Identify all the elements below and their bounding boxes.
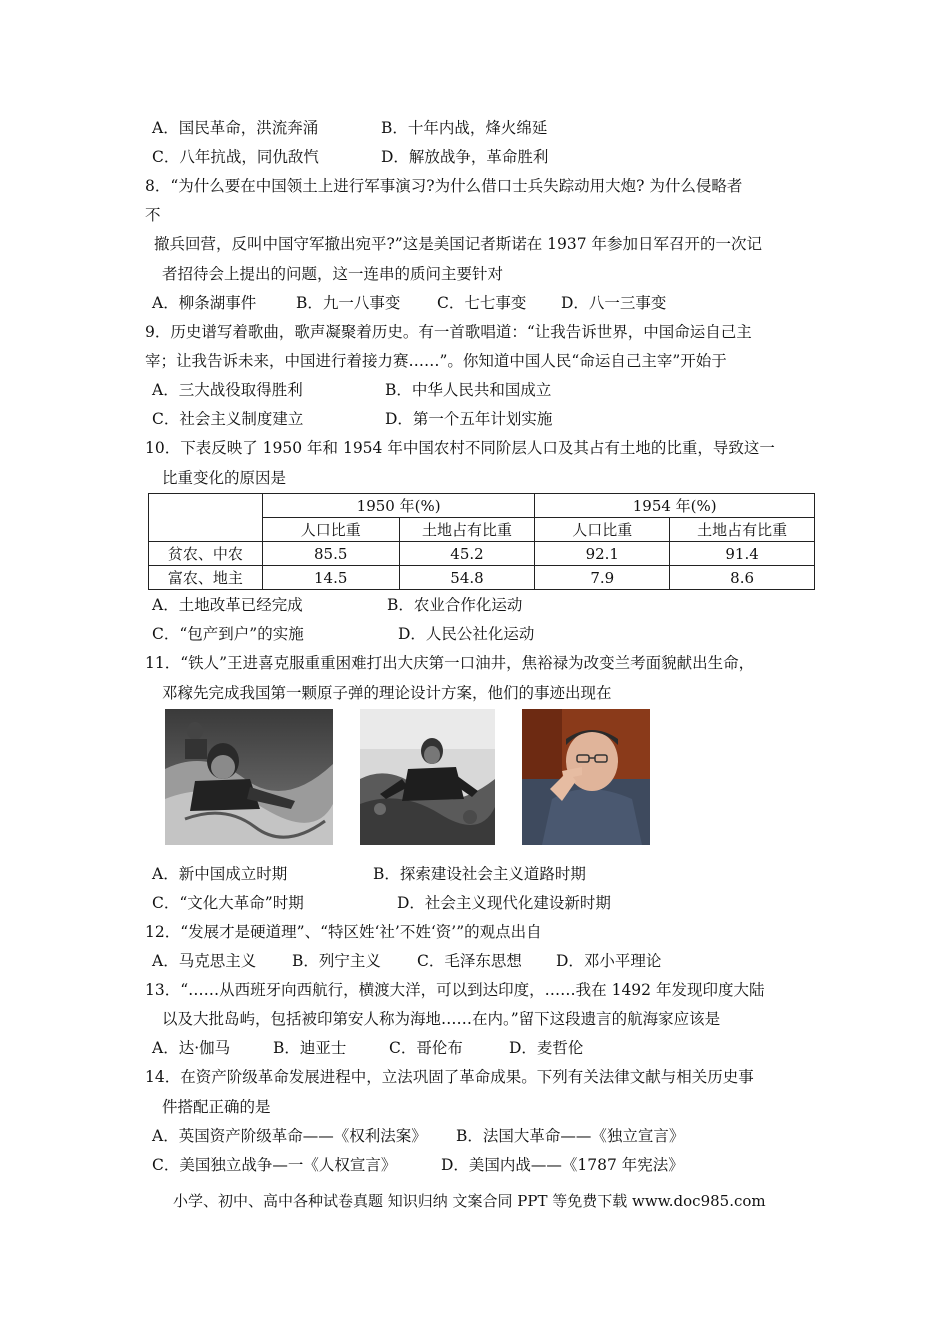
table-cell: 91.4 — [670, 542, 815, 566]
q12-option-d: D．邓小平理论 — [556, 952, 662, 970]
q7-option-a: A．国民革命，洪流奔涌 — [152, 119, 319, 137]
q7-option-d: D．解放战争，革命胜利 — [381, 148, 549, 166]
table-cell: 7.9 — [535, 566, 670, 590]
q14-option-d: D．美国内战——《1787 年宪法》 — [441, 1156, 684, 1174]
q11-option-c: C．“文化大革命”时期 — [152, 894, 304, 912]
q13-option-a: A．达·伽马 — [152, 1039, 231, 1057]
table-cell: 14.5 — [262, 566, 399, 590]
q8-stem-line1: 8．“为什么要在中国领土上进行军事演习?为什么借口士兵失踪动用大炮? 为什么侵略者 — [145, 177, 743, 195]
q10-option-a: A．土地改革已经完成 — [152, 596, 303, 614]
q13-option-d: D．麦哲伦 — [509, 1039, 584, 1057]
land-ratio-table — [148, 493, 815, 590]
q13-option-b: B．迪亚士 — [273, 1039, 347, 1057]
row-label: 富农、地主 — [149, 566, 263, 590]
q11-option-a: A．新中国成立时期 — [152, 865, 288, 883]
q12-option-b: B．列宁主义 — [292, 952, 381, 970]
q13-stem-line1: 13．“……从西班牙向西航行，横渡大洋，可以到达印度，……我在 1492 年发现印度大陆 — [145, 981, 765, 999]
q8-stem-line2: 撤兵回营，反叫中国守军撤出宛平?”这是美国记者斯诺在 1937 年参加日军召开的一次记 — [154, 235, 763, 253]
q13-option-c: C．哥伦布 — [389, 1039, 463, 1057]
table-row — [149, 566, 815, 590]
header-1954: 1954 年(%) — [535, 494, 815, 518]
q10-option-b: B．农业合作化运动 — [387, 596, 523, 614]
header-pop-1954: 人口比重 — [535, 518, 670, 542]
q7-option-b: B．十年内战，烽火绵延 — [381, 119, 548, 137]
q12-stem-line1: 12．“发展才是硬道理”、“特区姓‘社’不姓‘资’”的观点出自 — [145, 923, 542, 941]
q9-option-b: B．中华人民共和国成立 — [385, 381, 552, 399]
q12-option-c: C．毛泽东思想 — [417, 952, 522, 970]
q11-stem-line1: 11．“铁人”王进喜克服重重困难打出大庆第一口油井，焦裕禄为改变兰考面貌献出生命， — [145, 654, 755, 672]
q14-option-c: C．美国独立战争—一《人权宣言》 — [152, 1156, 397, 1174]
q10-stem-line2: 比重变化的原因是 — [162, 469, 287, 487]
q14-stem-line2: 件搭配正确的是 — [162, 1098, 271, 1116]
photo-jiao-yulu-image — [360, 709, 495, 845]
table-cell: 45.2 — [399, 542, 535, 566]
q9-option-c: C．社会主义制度建立 — [152, 410, 304, 428]
q9-stem-line1: 9．历史谱写着歌曲，歌声凝聚着历史。有一首歌唱道：“让我告诉世界，中国命运自己主 — [145, 323, 752, 341]
row-label: 贫农、中农 — [149, 542, 263, 566]
q8-stem-line3: 者招待会上提出的问题，这一连串的质问主要针对 — [162, 265, 504, 283]
table-row — [149, 542, 815, 566]
page-footer: 小学、初中、高中各种试卷真题 知识归纳 文案合同 PPT 等免费下载 www.doc985.com — [173, 1192, 766, 1210]
photo-deng-jiaxian-image — [522, 709, 650, 845]
q8-option-a: A．柳条湖事件 — [152, 294, 257, 312]
q8-option-c: C．七七事变 — [437, 294, 527, 312]
header-1950: 1950 年(%) — [262, 494, 535, 518]
header-land-1954: 土地占有比重 — [670, 518, 815, 542]
q10-option-c: C．“包产到户”的实施 — [152, 625, 304, 643]
q9-stem-line2: 宰；让我告诉未来，中国进行着接力赛……”。你知道中国人民“命运自己主宰”开始于 — [145, 352, 727, 370]
q9-option-d: D．第一个五年计划实施 — [385, 410, 553, 428]
q8-option-b: B．九一八事变 — [296, 294, 401, 312]
table-cell: 92.1 — [535, 542, 670, 566]
q11-option-b: B．探索建设社会主义道路时期 — [373, 865, 586, 883]
header-land-1950: 土地占有比重 — [399, 518, 535, 542]
q8-stem-line1b: 不 — [145, 206, 161, 224]
photo-wang-jinxi-image — [165, 709, 333, 845]
table-cell: 54.8 — [399, 566, 535, 590]
photo-jiao-yulu — [360, 709, 495, 845]
q14-option-b: B．法国大革命——《独立宣言》 — [456, 1127, 685, 1145]
header-pop-1950: 人口比重 — [262, 518, 399, 542]
q8-option-d: D．八一三事变 — [561, 294, 667, 312]
photo-wang-jinxi — [165, 709, 333, 845]
q14-stem-line1: 14．在资产阶级革命发展进程中，立法巩固了革命成果。下列有关法律文献与相关历史事 — [145, 1068, 754, 1086]
q9-option-a: A．三大战役取得胜利 — [152, 381, 303, 399]
table-cell: 85.5 — [262, 542, 399, 566]
q11-option-d: D．社会主义现代化建设新时期 — [397, 894, 611, 912]
table-corner-cell — [149, 494, 263, 542]
photo-deng-jiaxian — [522, 709, 650, 845]
q10-option-d: D．人民公社化运动 — [398, 625, 535, 643]
q10-stem-line1: 10．下表反映了 1950 年和 1954 年中国农村不同阶层人口及其占有土地的比重，导致这一 — [145, 439, 775, 457]
table-cell: 8.6 — [670, 566, 815, 590]
q12-option-a: A．马克思主义 — [152, 952, 257, 970]
q11-stem-line2: 邓稼先完成我国第一颗原子弹的理论设计方案，他们的事迹出现在 — [162, 684, 612, 702]
q7-option-c: C．八年抗战，同仇敌忾 — [152, 148, 319, 166]
q14-option-a: A．英国资产阶级革命——《权利法案》 — [152, 1127, 427, 1145]
q13-stem-line2: 以及大批岛屿，包括被印第安人称为海地……在内。”留下这段遗言的航海家应该是 — [162, 1010, 721, 1028]
